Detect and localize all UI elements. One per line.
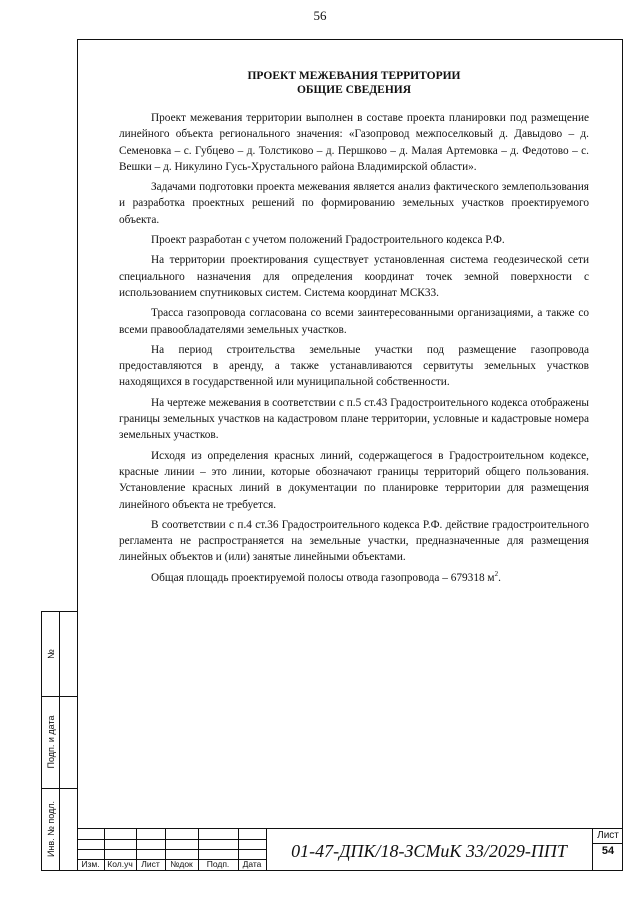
- revision-table: [77, 829, 266, 870]
- sheet-box: [592, 829, 623, 870]
- paragraph-5: Трасса газопровода согласована со всеми заинтересованными организациями, а также со всеми правообладателями земельных участков.: [119, 307, 589, 336]
- page-number: 56: [313, 8, 327, 23]
- header-date: Дата: [242, 859, 262, 869]
- sheet-label: Лист: [593, 829, 623, 844]
- header-doc-number: №док: [170, 859, 193, 869]
- area-unit-superscript: 2: [494, 569, 499, 578]
- area-text: Общая площадь проектируемой полосы отвода газопровода – 679318 м: [151, 571, 495, 584]
- side-value-signature-date: [59, 696, 77, 789]
- paragraph-area: [119, 570, 589, 586]
- side-label-inventory: Инв. № подл.: [45, 800, 56, 858]
- side-strip-label-column: [42, 612, 60, 870]
- document-code: 01-47-ДПК/18-ЗСМиК 33/2029-ППТ: [291, 841, 567, 861]
- side-strip-value-column: [59, 612, 77, 870]
- document-title: [119, 70, 589, 97]
- paragraph-3: Проект разработан с учетом положений Градостроительного кодекса Р.Ф.: [151, 234, 505, 247]
- header-sheet: Лист: [141, 859, 160, 869]
- paragraph-9: В соответствии с п.4 ст.36 Градостроительного кодекса Р.Ф. действие градостроительного регламента не распространяется на земельные участки, предназначенные для размещения линейных объектов и (или) занятые линейными объектами.: [119, 518, 589, 564]
- paragraph-1: Проект межевания территории выполнен в составе проекта планировки под размещение линейного объекта регионального значения: «Газопровод межпоселковый д. Давыдово – д. Семеновка – с. Губцево – д. Толстиково – д. Першково – д. Малая Артемовка – д. Федотово – с. Вешки – д. Никулино Гусь-Хрустального района Владимирской области».: [119, 112, 589, 173]
- sheet-number: 54: [601, 845, 615, 857]
- side-value-number: [59, 612, 77, 697]
- paragraph-8: Исходя из определения красных линий, содержащегося в Градостроительном кодексе, красные линии – это линии, которые обозначают границы территорий общего пользования. Установление красных линий в документации по планировке территории для размещения линейного объекта не требуется.: [119, 449, 589, 511]
- document-body: [119, 70, 589, 590]
- paragraph-2: Задачами подготовки проекта межевания является анализ фактического землепользования и разработка проектных решений по формированию земельных участков проектируемого объекта.: [119, 181, 589, 226]
- header-signature: Подп.: [206, 859, 230, 869]
- title-line-2: ОБЩИЕ СВЕДЕНИЯ: [296, 83, 412, 96]
- header-change: Изм.: [81, 859, 100, 869]
- area-end: .: [498, 571, 501, 584]
- paragraph-7: На чертеже межевания в соответствии с п.5 ст.43 Градостроительного кодекса отображены границы земельных участков на кадастровом плане территории, условные и кадастровые номера земельных участков.: [119, 396, 589, 442]
- side-cell-signature-date: [42, 696, 59, 789]
- paragraph-6: На период строительства земельные участки под размещение газопровода предоставляются в аренду, а также устанавливаются сервитуты земельных участков находящихся в государственной или муниципальной собственности.: [119, 343, 589, 389]
- side-cell-number: [42, 612, 59, 697]
- paragraph-4: На территории проектирования существует установленная система геодезической сети специального назначения для определения координат точек земной поверхности с использованием спутниковых систем. Система координат МСК33.: [119, 254, 589, 299]
- title-line-1: ПРОЕКТ МЕЖЕВАНИЯ ТЕРРИТОРИИ: [247, 70, 461, 82]
- revision-col-line: [266, 829, 267, 870]
- title-block: [77, 828, 623, 871]
- header-count: Кол.уч: [107, 859, 133, 869]
- side-stamp-strip: [41, 611, 77, 871]
- side-label-signature-date: Подп. и дата: [45, 715, 56, 769]
- side-value-inventory: [59, 788, 77, 870]
- side-label-number: №: [45, 649, 56, 659]
- side-cell-inventory: [42, 788, 59, 870]
